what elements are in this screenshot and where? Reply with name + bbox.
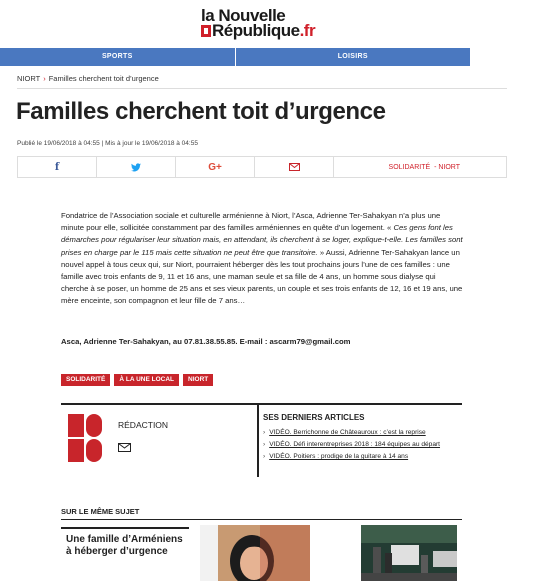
author-name: RÉDACTION [118, 420, 169, 430]
breadcrumb-current: Familles cherchent toit d’urgence [48, 74, 159, 83]
latest-article-item[interactable] [263, 439, 440, 451]
tag-a-la-une-local[interactable]: À LA UNE LOCAL [114, 374, 179, 386]
divider [17, 88, 507, 89]
author-logo-icon [68, 414, 102, 462]
publication-dates: Publié le 19/06/2018 à 04:55 | Mis à jour le 19/06/2018 à 04:55 [17, 140, 198, 147]
body-part-3: » Aussi, Adrienne Ter-Sahakyan lance un nouvel appel à tous ceux qui, sur Niort, pourraient héberger dès les tout prochains jours l’une de ces familles : une famille avec trois enfants de 9, 11 et 16 ans, une maman seule et sa fille de 4 ans, un homme sous dialyse qui cherche à se poser, un homme de 25 ans et ses vieux parents, un couple et ses trois enfants de 12, 16 et 19 ans, une mère enceinte, son compagnon et leur fille de 7 ans… [61, 247, 463, 306]
scene-image [361, 525, 457, 581]
share-google-button[interactable] [176, 157, 255, 177]
share-tag-city: - NIORT [434, 163, 460, 171]
logo-line-2 [201, 21, 315, 41]
page-title: Familles cherchent toit d’urgence [16, 98, 386, 125]
latest-article-link[interactable]: VIDÉO. Poitiers : prodige de la guitare à 14 ans [269, 453, 409, 460]
article-body [61, 210, 464, 308]
main-nav [0, 48, 470, 66]
related-section-title: SUR LE MÊME SUJET [61, 507, 140, 516]
logo-tld: .fr [299, 21, 316, 40]
latest-articles-title: SES DERNIERS ARTICLES [263, 413, 365, 422]
related-article-title[interactable]: Une famille d’Arméniens à héberger d’urgence [66, 534, 183, 557]
latest-articles-list [263, 427, 440, 463]
share-tag-label: SOLIDARITÉ [388, 163, 431, 171]
chevron-right-icon: › [263, 453, 266, 460]
tag-niort[interactable]: NIORT [183, 374, 213, 386]
body-part-1: Fondatrice de l’Association sociale et culturelle arménienne à Niort, l’Asca, Adrienne Ter-Sahakyan n’a plus une minute pour elle, sollicitée constamment par des familles arméniennes en quête d’un logement. « [61, 211, 441, 233]
share-bar [17, 156, 507, 178]
contact-mail-icon[interactable] [118, 443, 131, 452]
mail-icon [289, 163, 300, 171]
related-article[interactable] [61, 527, 189, 567]
share-tag[interactable] [334, 157, 506, 177]
share-facebook-button[interactable] [18, 157, 97, 177]
body-quote: Ces gens font les démarches pour régulariser leur situation mais, en attendant, ils cherchent à se loger, explique-t-elle. Les familles sont prises en charge par le 115 mais cette situation ne peut être que transitoire. [61, 223, 463, 257]
chevron-right-icon: › [263, 429, 266, 436]
twitter-icon [131, 163, 141, 172]
contact-info: Asca, Adrienne Ter-Sahakyan, au 07.81.38.55.85. E-mail : ascarm79@gmail.com [61, 337, 351, 346]
google-plus-icon: G+ [208, 161, 222, 173]
tag-solidarite[interactable]: SOLIDARITÉ [61, 374, 110, 386]
latest-article-item[interactable] [263, 451, 440, 463]
breadcrumb-separator: › [43, 74, 46, 83]
nav-item-loisirs[interactable]: LOISIRS [235, 48, 471, 66]
tag-list [61, 374, 213, 386]
logo-name: République [212, 21, 300, 40]
share-email-button[interactable] [255, 157, 334, 177]
divider [61, 519, 462, 520]
site-logo[interactable] [201, 6, 331, 42]
related-thumbnail-portrait[interactable] [200, 525, 310, 581]
portrait-image [200, 525, 310, 581]
latest-article-link[interactable]: VIDÉO. Défi interentreprises 2018 : 184 équipes au départ [269, 441, 441, 448]
logo-mark-icon [201, 25, 211, 37]
latest-article-link[interactable]: VIDÉO. Berrichonne de Châteauroux : c’est la reprise [269, 429, 426, 436]
chevron-right-icon: › [263, 441, 266, 448]
author-box [61, 403, 462, 480]
share-twitter-button[interactable] [97, 157, 176, 177]
logo-line-1: la Nouvelle [201, 6, 286, 25]
nav-item-sports[interactable]: SPORTS [101, 53, 133, 60]
related-thumbnail-scene[interactable] [361, 525, 457, 581]
breadcrumb [17, 74, 159, 83]
latest-article-item[interactable] [263, 427, 440, 439]
divider [257, 405, 259, 477]
facebook-icon: f [54, 161, 60, 173]
breadcrumb-city[interactable]: NIORT [17, 74, 41, 83]
